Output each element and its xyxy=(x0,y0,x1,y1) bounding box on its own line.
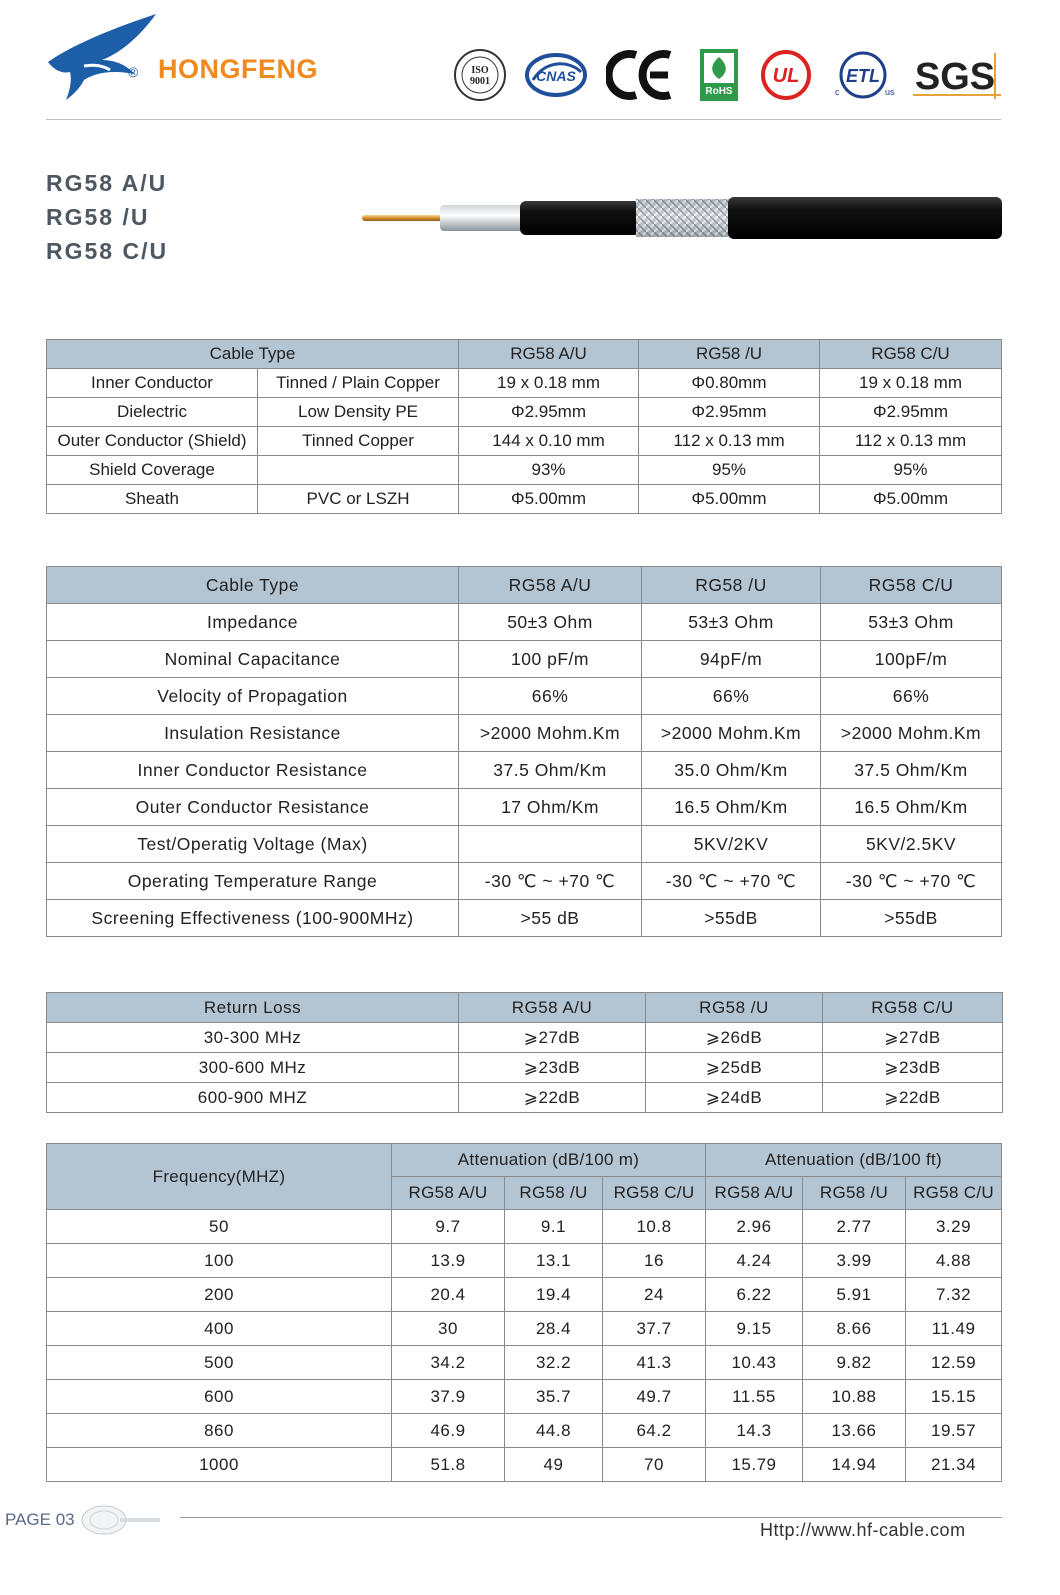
table-cell: 64.2 xyxy=(603,1414,706,1448)
attenuation-metric-header: Attenuation (dB/100 m) xyxy=(392,1144,706,1177)
table-row xyxy=(47,1210,1002,1244)
table-row xyxy=(47,604,1002,641)
attenuation-imperial-header: Attenuation (dB/100 ft) xyxy=(706,1144,1002,1177)
table-cell: Outer Conductor Resistance xyxy=(47,789,459,826)
iso-9001-logo xyxy=(452,46,508,104)
table-cell: 17 Ohm/Km xyxy=(459,789,642,826)
table-cell: ⩾27dB xyxy=(459,1023,646,1053)
table-cell: >55dB xyxy=(642,900,821,937)
header-cell: RG58 /U xyxy=(646,993,823,1023)
table-cell: 400 xyxy=(47,1312,392,1346)
table-cell: 66% xyxy=(821,678,1002,715)
svg-text:c: c xyxy=(835,87,840,97)
construction-table xyxy=(46,339,1002,514)
table-cell: 144 x 0.10 mm xyxy=(459,427,639,456)
table-cell: 49 xyxy=(505,1448,603,1482)
svg-text:us: us xyxy=(885,87,895,97)
table-cell: 50±3 Ohm xyxy=(459,604,642,641)
table-cell: >55dB xyxy=(821,900,1002,937)
registered-mark: ® xyxy=(128,64,139,80)
brand-name: HONGFENG xyxy=(158,54,319,84)
model-name: RG58 C/U xyxy=(46,238,169,264)
table-cell: PVC or LSZH xyxy=(258,485,459,514)
hongfeng-logo-icon xyxy=(44,14,164,100)
table-cell: 46.9 xyxy=(392,1414,505,1448)
table-cell: Screening Effectiveness (100-900MHz) xyxy=(47,900,459,937)
table-cell: Φ2.95mm xyxy=(820,398,1002,427)
table-row xyxy=(47,641,1002,678)
table-row xyxy=(47,900,1002,937)
website-url[interactable]: Http://www.hf-cable.com xyxy=(760,1520,966,1540)
table-cell: Tinned / Plain Copper xyxy=(258,369,459,398)
table-cell: -30 ℃ ~ +70 ℃ xyxy=(821,863,1002,900)
sgs-logo xyxy=(910,46,1004,104)
cnas-logo xyxy=(524,46,588,104)
table-cell: 4.88 xyxy=(906,1244,1002,1278)
table-cell xyxy=(258,456,459,485)
rohs-logo xyxy=(698,46,740,104)
table-cell: 2.77 xyxy=(803,1210,906,1244)
table-cell: >2000 Mohm.Km xyxy=(642,715,821,752)
table-row xyxy=(47,456,1002,485)
svg-text:CNAS: CNAS xyxy=(536,68,576,84)
header-cell: RG58 /U xyxy=(642,567,821,604)
ce-logo xyxy=(604,46,676,104)
table-row xyxy=(47,678,1002,715)
table-cell: ⩾22dB xyxy=(823,1083,1003,1113)
table-cell: Φ5.00mm xyxy=(820,485,1002,514)
table-cell: 7.32 xyxy=(906,1278,1002,1312)
table-cell: ⩾26dB xyxy=(646,1023,823,1053)
table-cell: 5KV/2.5KV xyxy=(821,826,1002,863)
table-row xyxy=(47,826,1002,863)
table-cell: 9.15 xyxy=(706,1312,803,1346)
table-cell: 6.22 xyxy=(706,1278,803,1312)
page-number: PAGE 03 xyxy=(5,1510,75,1529)
header-cell: RG58 C/U xyxy=(821,567,1002,604)
table-cell: Φ2.95mm xyxy=(459,398,639,427)
table-cell: 16 xyxy=(603,1244,706,1278)
svg-text:9001: 9001 xyxy=(470,76,490,87)
coaxial-cable-illustration xyxy=(358,192,1004,244)
table-cell: 70 xyxy=(603,1448,706,1482)
table-cell: 30-300 MHz xyxy=(47,1023,459,1053)
table-cell: 3.29 xyxy=(906,1210,1002,1244)
header-cell: RG58 A/U xyxy=(706,1177,803,1210)
table-cell: 600 xyxy=(47,1380,392,1414)
table-cell: 34.2 xyxy=(392,1346,505,1380)
table-cell: 2.96 xyxy=(706,1210,803,1244)
header-cell: RG58 /U xyxy=(803,1177,906,1210)
table-cell: 35.0 Ohm/Km xyxy=(642,752,821,789)
header-cell: RG58 A/U xyxy=(459,567,642,604)
table-header-row xyxy=(47,567,1002,604)
header-cell: RG58 /U xyxy=(505,1177,603,1210)
table-cell: Operating Temperature Range xyxy=(47,863,459,900)
table-cell: Dielectric xyxy=(47,398,258,427)
table-cell: 112 x 0.13 mm xyxy=(820,427,1002,456)
table-cell: 19.4 xyxy=(505,1278,603,1312)
table-row xyxy=(47,1312,1002,1346)
table-cell: 11.55 xyxy=(706,1380,803,1414)
table-cell: 9.7 xyxy=(392,1210,505,1244)
table-cell: Velocity of Propagation xyxy=(47,678,459,715)
table-cell: 13.9 xyxy=(392,1244,505,1278)
svg-text:SGS: SGS xyxy=(914,56,996,98)
table-row xyxy=(47,752,1002,789)
table-row xyxy=(47,1083,1003,1113)
table-cell: 37.9 xyxy=(392,1380,505,1414)
table-cell: 41.3 xyxy=(603,1346,706,1380)
frequency-header: Frequency(MHZ) xyxy=(47,1144,392,1210)
table-cell: 20.4 xyxy=(392,1278,505,1312)
table-cell: ⩾24dB xyxy=(646,1083,823,1113)
table-cell: 5.91 xyxy=(803,1278,906,1312)
table-row xyxy=(47,398,1002,427)
table-cell: Inner Conductor xyxy=(47,369,258,398)
table-cell: ⩾27dB xyxy=(823,1023,1003,1053)
table-cell: 37.7 xyxy=(603,1312,706,1346)
table-cell: 10.43 xyxy=(706,1346,803,1380)
table-cell: Φ2.95mm xyxy=(639,398,820,427)
table-cell: 9.82 xyxy=(803,1346,906,1380)
ul-logo xyxy=(758,46,814,104)
header-cell: RG58 A/U xyxy=(459,993,646,1023)
table-cell: 95% xyxy=(639,456,820,485)
table-cell: 93% xyxy=(459,456,639,485)
table-header-row xyxy=(47,1144,1002,1177)
header-cell: RG58 A/U xyxy=(392,1177,505,1210)
table-cell: 100 xyxy=(47,1244,392,1278)
table-cell: 14.94 xyxy=(803,1448,906,1482)
table-cell: 8.66 xyxy=(803,1312,906,1346)
table-row xyxy=(47,1346,1002,1380)
table-cell: 32.2 xyxy=(505,1346,603,1380)
table-cell: 53±3 Ohm xyxy=(642,604,821,641)
table-cell: Φ0.80mm xyxy=(639,369,820,398)
etl-logo xyxy=(828,46,898,104)
table-row xyxy=(47,1448,1002,1482)
table-cell: 100pF/m xyxy=(821,641,1002,678)
table-cell: 37.5 Ohm/Km xyxy=(821,752,1002,789)
attenuation-table xyxy=(46,1143,1002,1482)
table-row xyxy=(47,1023,1003,1053)
table-cell: 66% xyxy=(459,678,642,715)
header-cell: RG58 A/U xyxy=(459,340,639,369)
header-divider xyxy=(46,119,1001,120)
model-name: RG58 /U xyxy=(46,204,150,230)
table-cell: 11.49 xyxy=(906,1312,1002,1346)
table-cell: 53±3 Ohm xyxy=(821,604,1002,641)
table-cell: 44.8 xyxy=(505,1414,603,1448)
table-header-row xyxy=(47,993,1003,1023)
table-header-row xyxy=(47,340,1002,369)
return-loss-table xyxy=(46,992,1003,1113)
table-cell: 4.24 xyxy=(706,1244,803,1278)
table-cell: 5KV/2KV xyxy=(642,826,821,863)
table-row xyxy=(47,369,1002,398)
table-cell: 28.4 xyxy=(505,1312,603,1346)
table-cell: 94pF/m xyxy=(642,641,821,678)
table-cell: 10.8 xyxy=(603,1210,706,1244)
table-row xyxy=(47,1414,1002,1448)
table-cell: >55 dB xyxy=(459,900,642,937)
table-cell: 16.5 Ohm/Km xyxy=(821,789,1002,826)
header-cell: Cable Type xyxy=(47,340,459,369)
table-cell: 19 x 0.18 mm xyxy=(459,369,639,398)
table-cell: 13.66 xyxy=(803,1414,906,1448)
table-cell: ⩾23dB xyxy=(459,1053,646,1083)
table-cell: 9.1 xyxy=(505,1210,603,1244)
table-cell: Insulation Resistance xyxy=(47,715,459,752)
table-cell: 35.7 xyxy=(505,1380,603,1414)
table-cell: Shield Coverage xyxy=(47,456,258,485)
header-cell: RG58 /U xyxy=(639,340,820,369)
table-cell: Test/Operatig Voltage (Max) xyxy=(47,826,459,863)
table-cell: 21.34 xyxy=(906,1448,1002,1482)
header-cell: RG58 C/U xyxy=(820,340,1002,369)
table-row xyxy=(47,485,1002,514)
table-cell: Outer Conductor (Shield) xyxy=(47,427,258,456)
table-row xyxy=(47,427,1002,456)
table-cell: >2000 Mohm.Km xyxy=(821,715,1002,752)
table-cell: Φ5.00mm xyxy=(459,485,639,514)
table-cell: 860 xyxy=(47,1414,392,1448)
table-cell: 19 x 0.18 mm xyxy=(820,369,1002,398)
table-cell: 30 xyxy=(392,1312,505,1346)
table-cell: ⩾22dB xyxy=(459,1083,646,1113)
table-cell: 300-600 MHz xyxy=(47,1053,459,1083)
table-cell: Inner Conductor Resistance xyxy=(47,752,459,789)
table-row xyxy=(47,1380,1002,1414)
table-cell: 16.5 Ohm/Km xyxy=(642,789,821,826)
table-row xyxy=(47,1053,1003,1083)
table-row xyxy=(47,1244,1002,1278)
table-cell: 1000 xyxy=(47,1448,392,1482)
table-cell: 15.79 xyxy=(706,1448,803,1482)
table-cell: -30 ℃ ~ +70 ℃ xyxy=(642,863,821,900)
table-cell: 13.1 xyxy=(505,1244,603,1278)
model-list xyxy=(46,166,168,268)
table-cell: 37.5 Ohm/Km xyxy=(459,752,642,789)
header-cell: RG58 C/U xyxy=(906,1177,1002,1210)
table-cell: 24 xyxy=(603,1278,706,1312)
table-cell: Nominal Capacitance xyxy=(47,641,459,678)
table-cell: 10.88 xyxy=(803,1380,906,1414)
header-cell: Return Loss xyxy=(47,993,459,1023)
svg-text:ETL: ETL xyxy=(846,66,880,86)
table-cell: Low Density PE xyxy=(258,398,459,427)
table-cell: 100 pF/m xyxy=(459,641,642,678)
table-cell: 50 xyxy=(47,1210,392,1244)
table-cell: 66% xyxy=(642,678,821,715)
table-cell: 200 xyxy=(47,1278,392,1312)
table-cell: 51.8 xyxy=(392,1448,505,1482)
svg-text:ISO: ISO xyxy=(471,65,489,76)
table-cell: Sheath xyxy=(47,485,258,514)
model-name: RG58 A/U xyxy=(46,170,168,196)
header-cell: RG58 C/U xyxy=(823,993,1003,1023)
table-cell: -30 ℃ ~ +70 ℃ xyxy=(459,863,642,900)
table-row xyxy=(47,715,1002,752)
table-cell: Φ5.00mm xyxy=(639,485,820,514)
table-cell: 14.3 xyxy=(706,1414,803,1448)
table-row xyxy=(47,789,1002,826)
svg-text:UL: UL xyxy=(772,65,800,87)
table-cell: 15.15 xyxy=(906,1380,1002,1414)
table-row xyxy=(47,863,1002,900)
table-cell: 49.7 xyxy=(603,1380,706,1414)
table-cell: 112 x 0.13 mm xyxy=(639,427,820,456)
table-cell: Impedance xyxy=(47,604,459,641)
table-cell xyxy=(459,826,642,863)
table-cell: 3.99 xyxy=(803,1244,906,1278)
footer-divider xyxy=(180,1517,1002,1518)
table-cell: Tinned Copper xyxy=(258,427,459,456)
table-cell: 12.59 xyxy=(906,1346,1002,1380)
electrical-table xyxy=(46,566,1002,937)
table-cell: ⩾23dB xyxy=(823,1053,1003,1083)
header-cell: Cable Type xyxy=(47,567,459,604)
table-cell: >2000 Mohm.Km xyxy=(459,715,642,752)
svg-text:RoHS: RoHS xyxy=(705,86,733,97)
table-cell: 19.57 xyxy=(906,1414,1002,1448)
header-cell: RG58 C/U xyxy=(603,1177,706,1210)
table-cell: 95% xyxy=(820,456,1002,485)
table-cell: ⩾25dB xyxy=(646,1053,823,1083)
table-row xyxy=(47,1278,1002,1312)
table-cell: 500 xyxy=(47,1346,392,1380)
table-cell: 600-900 MHZ xyxy=(47,1083,459,1113)
